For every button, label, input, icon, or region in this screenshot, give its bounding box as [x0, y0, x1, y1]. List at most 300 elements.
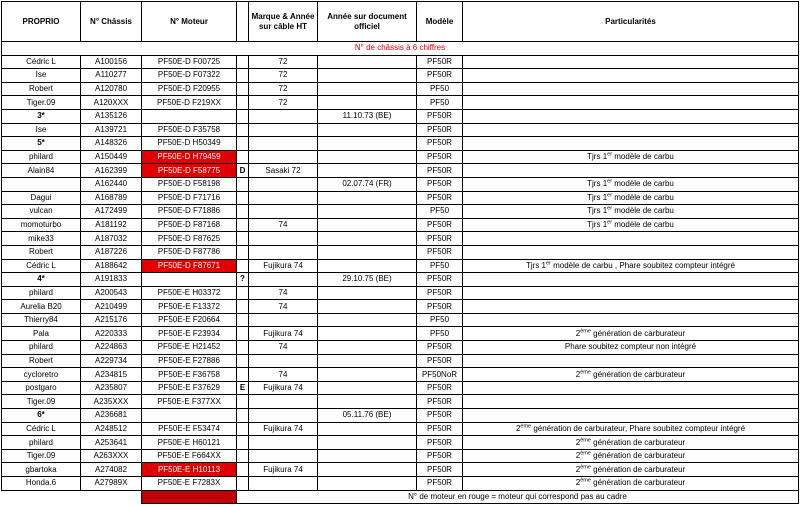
cell-group	[237, 286, 249, 300]
cell-annee	[318, 69, 417, 83]
cell-moteur: PF50E-E H03372	[142, 286, 237, 300]
cell-modele: PF50R	[417, 463, 463, 477]
table-row	[2, 395, 799, 409]
superscript: ème	[580, 464, 591, 471]
header-annee: Année sur document officiel	[318, 2, 417, 42]
cell-particularites	[463, 395, 799, 409]
cell-marque	[249, 109, 318, 123]
cell-owner: 4*	[2, 273, 81, 287]
cell-chassis: A110277	[81, 69, 142, 83]
table-row	[2, 218, 799, 232]
cell-moteur: PF50E-E H10113	[142, 463, 237, 477]
cell-chassis: A168789	[81, 191, 142, 205]
superscript: er	[546, 260, 551, 267]
cell-owner: Robert	[2, 354, 81, 368]
cell-chassis: A120XXX	[81, 96, 142, 110]
cell-particularites: Tjrs 1er modèle de carbu	[463, 191, 799, 205]
superscript: ème	[580, 450, 591, 457]
cell-particularites	[463, 82, 799, 96]
cell-marque: 72	[249, 69, 318, 83]
cell-moteur	[142, 409, 237, 423]
cell-group	[237, 150, 249, 164]
cell-marque: 74	[249, 341, 318, 355]
cell-annee	[318, 341, 417, 355]
table-row	[2, 381, 799, 395]
cell-modele: PF50R	[417, 422, 463, 436]
cell-annee	[318, 477, 417, 491]
cell-modele: PF50	[417, 82, 463, 96]
cell-annee	[318, 191, 417, 205]
cell-modele: PF50R	[417, 164, 463, 178]
cell-chassis: A120780	[81, 82, 142, 96]
cell-moteur: PF50E-D F87625	[142, 232, 237, 246]
cell-annee: 29.10.75 (BE)	[318, 273, 417, 287]
cell-owner: postgaro	[2, 381, 81, 395]
header-proprio: PROPRIO	[2, 2, 81, 42]
cell-moteur: PF50E-D F58198	[142, 177, 237, 191]
cell-particularites	[463, 313, 799, 327]
table-row	[2, 477, 799, 491]
cell-owner: Ise	[2, 69, 81, 83]
cell-moteur: PF50E-D F87671	[142, 259, 237, 273]
cell-group	[237, 409, 249, 423]
cell-particularites	[463, 245, 799, 259]
cell-annee	[318, 395, 417, 409]
cell-modele: PF50R	[417, 409, 463, 423]
cell-modele: PF50	[417, 327, 463, 341]
cell-owner: Cédric L	[2, 422, 81, 436]
cell-moteur: PF50E-E F37629	[142, 381, 237, 395]
table-row	[2, 150, 799, 164]
cell-group	[237, 191, 249, 205]
cell-chassis: A100156	[81, 55, 142, 69]
cell-group	[237, 177, 249, 191]
cell-owner: philard	[2, 341, 81, 355]
cell-owner: philard	[2, 150, 81, 164]
cell-particularites: Tjrs 1er modèle de carbu	[463, 205, 799, 219]
header-modele: Modèle	[417, 2, 463, 42]
cell-particularites	[463, 109, 799, 123]
cell-moteur: PF50E-D F00725	[142, 55, 237, 69]
notice-top-row	[2, 42, 799, 56]
cell-annee	[318, 368, 417, 382]
cell-chassis: A148326	[81, 137, 142, 151]
superscript: er	[607, 151, 613, 158]
cell-group	[237, 327, 249, 341]
cell-annee	[318, 313, 417, 327]
cell-marque: Fujikura 74	[249, 259, 318, 273]
cell-chassis: A224863	[81, 341, 142, 355]
cell-group: E	[237, 381, 249, 395]
table-row	[2, 232, 799, 246]
table-row	[2, 313, 799, 327]
table-row	[2, 109, 799, 123]
cell-group	[237, 96, 249, 110]
cell-moteur	[142, 109, 237, 123]
cell-chassis: A188642	[81, 259, 142, 273]
cell-annee	[318, 286, 417, 300]
frame-table	[1, 1, 799, 504]
cell-particularites: Phare soubitez compteur non intégré	[463, 341, 799, 355]
superscript: ème	[520, 423, 532, 430]
cell-particularites: 2ème génération de carburateur	[463, 449, 799, 463]
cell-particularites: Tjrs 1er modèle de carbu	[463, 150, 799, 164]
cell-chassis: A235807	[81, 381, 142, 395]
cell-chassis: A187032	[81, 232, 142, 246]
cell-annee	[318, 259, 417, 273]
cell-marque: Fujikura 74	[249, 422, 318, 436]
cell-marque: 74	[249, 300, 318, 314]
cell-marque	[249, 313, 318, 327]
cell-chassis: A150449	[81, 150, 142, 164]
cell-chassis: A27989X	[81, 477, 142, 491]
cell-group	[237, 123, 249, 137]
superscript: ème	[580, 477, 591, 484]
cell-chassis: A274082	[81, 463, 142, 477]
cell-particularites	[463, 273, 799, 287]
cell-owner: Alain84	[2, 164, 81, 178]
table-row	[2, 354, 799, 368]
cell-chassis: A234815	[81, 368, 142, 382]
cell-particularites	[463, 354, 799, 368]
cell-particularites: Tjrs 1er modèle de carbu	[463, 177, 799, 191]
cell-group	[237, 341, 249, 355]
cell-moteur: PF50E-D F35758	[142, 123, 237, 137]
cell-owner: Tiger.09	[2, 395, 81, 409]
cell-owner: philard	[2, 286, 81, 300]
cell-moteur: PF50E-D F219XX	[142, 96, 237, 110]
cell-chassis: A200543	[81, 286, 142, 300]
cell-moteur: PF50E-E F20664	[142, 313, 237, 327]
cell-chassis: A253641	[81, 436, 142, 450]
cell-modele: PF50R	[417, 341, 463, 355]
cell-group	[237, 422, 249, 436]
cell-particularites	[463, 164, 799, 178]
cell-marque	[249, 232, 318, 246]
superscript: er	[607, 205, 613, 212]
cell-marque	[249, 123, 318, 137]
cell-annee	[318, 245, 417, 259]
cell-particularites	[463, 55, 799, 69]
cell-particularites	[463, 409, 799, 423]
cell-modele: PF50R	[417, 273, 463, 287]
cell-annee	[318, 449, 417, 463]
header-marque: Marque & Année sur câble HT	[249, 2, 318, 42]
cell-owner: 3*	[2, 109, 81, 123]
cell-marque: 72	[249, 96, 318, 110]
cell-chassis: A191833	[81, 273, 142, 287]
cell-marque: Fujikura 74	[249, 327, 318, 341]
cell-annee: 02.07.74 (FR)	[318, 177, 417, 191]
cell-marque: 72	[249, 55, 318, 69]
cell-marque	[249, 436, 318, 450]
header-moteur: N° Moteur	[142, 2, 237, 42]
cell-marque	[249, 449, 318, 463]
cell-owner: vulcan	[2, 205, 81, 219]
table-row	[2, 286, 799, 300]
cell-chassis: A236681	[81, 409, 142, 423]
cell-owner: Tiger.09	[2, 96, 81, 110]
cell-moteur: PF50E-E H60121	[142, 436, 237, 450]
cell-modele: PF50	[417, 96, 463, 110]
cell-chassis: A229734	[81, 354, 142, 368]
notice-bottom: N° de moteur en rouge = moteur qui correspond pas au cadre	[237, 490, 799, 504]
cell-annee: 11.10.73 (BE)	[318, 109, 417, 123]
cell-group	[237, 354, 249, 368]
cell-modele: PF50R	[417, 354, 463, 368]
cell-owner: Tiger.09	[2, 449, 81, 463]
cell-annee	[318, 381, 417, 395]
cell-group	[237, 395, 249, 409]
cell-modele: PF50	[417, 313, 463, 327]
cell-owner: Ise	[2, 123, 81, 137]
cell-modele: PF50	[417, 259, 463, 273]
superscript: er	[607, 178, 613, 185]
superscript: ème	[580, 368, 591, 375]
cell-owner: philard	[2, 436, 81, 450]
header-group	[237, 2, 249, 42]
cell-annee	[318, 164, 417, 178]
cell-group	[237, 137, 249, 151]
cell-marque	[249, 205, 318, 219]
cell-owner: Robert	[2, 245, 81, 259]
cell-moteur: PF50E-E F36758	[142, 368, 237, 382]
cell-group	[237, 313, 249, 327]
table-row	[2, 409, 799, 423]
cell-owner: momoturbo	[2, 218, 81, 232]
cell-group	[237, 109, 249, 123]
table-row	[2, 245, 799, 259]
cell-modele: PF50R	[417, 395, 463, 409]
cell-group	[237, 55, 249, 69]
cell-owner: Cédric L	[2, 55, 81, 69]
cell-group	[237, 69, 249, 83]
cell-modele: PF50R	[417, 477, 463, 491]
superscript: ème	[580, 328, 591, 335]
cell-moteur: PF50E-E F53474	[142, 422, 237, 436]
cell-chassis: A220333	[81, 327, 142, 341]
cell-marque: Sasaki 72	[249, 164, 318, 178]
cell-particularites	[463, 137, 799, 151]
cell-moteur: PF50E-D F20955	[142, 82, 237, 96]
cell-moteur: PF50E-E F23934	[142, 327, 237, 341]
cell-marque: 74	[249, 368, 318, 382]
cell-modele: PF50R	[417, 245, 463, 259]
cell-modele: PF50R	[417, 137, 463, 151]
cell-particularites: Tjrs 1er modèle de carbu , Phare soubitez compteur intégré	[463, 259, 799, 273]
cell-owner: Honda.6	[2, 477, 81, 491]
superscript: er	[607, 192, 613, 199]
cell-marque: 74	[249, 286, 318, 300]
cell-owner: 5*	[2, 137, 81, 151]
cell-owner: Thierry84	[2, 313, 81, 327]
table-row	[2, 341, 799, 355]
cell-annee	[318, 300, 417, 314]
cell-modele: PF50	[417, 205, 463, 219]
cell-annee	[318, 137, 417, 151]
cell-owner: Aurelia B20	[2, 300, 81, 314]
cell-particularites	[463, 232, 799, 246]
cell-particularites: 2ème génération de carburateur, Phare soubitez compteur intégré	[463, 422, 799, 436]
cell-chassis: A263XXX	[81, 449, 142, 463]
cell-marque	[249, 409, 318, 423]
cell-group	[237, 218, 249, 232]
header-chassis: N° Châssis	[81, 2, 142, 42]
cell-particularites	[463, 96, 799, 110]
table-row	[2, 327, 799, 341]
cell-moteur: PF50E-E F377XX	[142, 395, 237, 409]
cell-chassis: A248512	[81, 422, 142, 436]
cell-moteur: PF50E-D F71716	[142, 191, 237, 205]
cell-marque	[249, 191, 318, 205]
cell-group	[237, 205, 249, 219]
table-row	[2, 463, 799, 477]
table-row	[2, 191, 799, 205]
cell-particularites: Tjrs 1er modèle de carbu	[463, 218, 799, 232]
cell-chassis: A181192	[81, 218, 142, 232]
cell-moteur: PF50E-E F27886	[142, 354, 237, 368]
cell-modele: PF50R	[417, 381, 463, 395]
table-row	[2, 436, 799, 450]
cell-annee	[318, 205, 417, 219]
cell-chassis: A172499	[81, 205, 142, 219]
cell-particularites	[463, 69, 799, 83]
cell-marque	[249, 137, 318, 151]
cell-owner: 6*	[2, 409, 81, 423]
cell-annee	[318, 82, 417, 96]
cell-modele: PF50R	[417, 232, 463, 246]
cell-modele: PF50R	[417, 150, 463, 164]
table-row	[2, 449, 799, 463]
cell-owner: Cédric L	[2, 259, 81, 273]
cell-particularites	[463, 123, 799, 137]
table-row	[2, 123, 799, 137]
cell-moteur	[142, 273, 237, 287]
cell-marque	[249, 177, 318, 191]
cell-group	[237, 463, 249, 477]
cell-modele: PF50NoR	[417, 368, 463, 382]
cell-annee	[318, 463, 417, 477]
cell-group	[237, 232, 249, 246]
cell-marque	[249, 245, 318, 259]
cell-chassis: A210499	[81, 300, 142, 314]
cell-marque	[249, 395, 318, 409]
cell-modele: PF50R	[417, 300, 463, 314]
table-row	[2, 422, 799, 436]
cell-group	[237, 300, 249, 314]
cell-particularites: 2ème génération de carburateur	[463, 436, 799, 450]
cell-chassis: A135126	[81, 109, 142, 123]
cell-annee	[318, 123, 417, 137]
cell-group	[237, 82, 249, 96]
cell-particularites	[463, 286, 799, 300]
cell-moteur: PF50E-E F7283X	[142, 477, 237, 491]
table-row	[2, 273, 799, 287]
cell-marque: 74	[249, 218, 318, 232]
cell-moteur: PF50E-E H21452	[142, 341, 237, 355]
cell-annee: 05.11.76 (BE)	[318, 409, 417, 423]
cell-group	[237, 259, 249, 273]
cell-modele: PF50R	[417, 177, 463, 191]
cell-moteur: PF50E-D F07322	[142, 69, 237, 83]
cell-moteur: PF50E-D F71886	[142, 205, 237, 219]
cell-owner: Robert	[2, 82, 81, 96]
cell-annee	[318, 55, 417, 69]
cell-annee	[318, 422, 417, 436]
table-row	[2, 96, 799, 110]
cell-marque	[249, 150, 318, 164]
header-particularites: Particularités	[463, 2, 799, 42]
cell-marque: Fujikura 74	[249, 463, 318, 477]
table-row	[2, 137, 799, 151]
cell-group	[237, 449, 249, 463]
cell-group	[237, 436, 249, 450]
cell-annee	[318, 327, 417, 341]
cell-chassis: A139721	[81, 123, 142, 137]
table-row	[2, 368, 799, 382]
cell-moteur: PF50E-D F58775	[142, 164, 237, 178]
table-row	[2, 205, 799, 219]
cell-group: D	[237, 164, 249, 178]
cell-group	[237, 245, 249, 259]
cell-annee	[318, 436, 417, 450]
superscript: ème	[580, 436, 591, 443]
cell-owner	[2, 177, 81, 191]
superscript: er	[607, 219, 613, 226]
cell-annee	[318, 232, 417, 246]
cell-blank	[2, 490, 142, 504]
notice-top: N° de châssis à 6 chiffres	[2, 42, 799, 56]
cell-particularites: 2ème génération de carburateur	[463, 477, 799, 491]
table-row	[2, 300, 799, 314]
table-row	[2, 177, 799, 191]
cell-annee	[318, 150, 417, 164]
cell-modele: PF50R	[417, 191, 463, 205]
cell-owner: Dagui	[2, 191, 81, 205]
cell-group	[237, 477, 249, 491]
cell-particularites	[463, 381, 799, 395]
cell-moteur: PF50E-E F13372	[142, 300, 237, 314]
cell-marque	[249, 354, 318, 368]
cell-particularites: 2ème génération de carburateur	[463, 463, 799, 477]
cell-modele: PF50R	[417, 69, 463, 83]
cell-modele: PF50R	[417, 55, 463, 69]
cell-owner: cycloretro	[2, 368, 81, 382]
cell-group	[237, 368, 249, 382]
cell-moteur: PF50E-D F87786	[142, 245, 237, 259]
table-row	[2, 82, 799, 96]
cell-moteur: PF50E-D H50349	[142, 137, 237, 151]
cell-annee	[318, 218, 417, 232]
table-row	[2, 55, 799, 69]
legend-red-swatch	[142, 490, 237, 504]
table-body	[2, 42, 799, 504]
cell-marque: 72	[249, 82, 318, 96]
cell-particularites: 2ème génération de carburateur	[463, 327, 799, 341]
table-row	[2, 164, 799, 178]
notice-bottom-row	[2, 490, 799, 504]
cell-chassis: A235XXX	[81, 395, 142, 409]
table-row	[2, 69, 799, 83]
cell-annee	[318, 96, 417, 110]
cell-owner: Pala	[2, 327, 81, 341]
cell-chassis: A215176	[81, 313, 142, 327]
cell-particularites	[463, 300, 799, 314]
cell-modele: PF50R	[417, 218, 463, 232]
cell-moteur: PF50E-D H79459	[142, 150, 237, 164]
header-row	[2, 2, 799, 42]
cell-chassis: A187226	[81, 245, 142, 259]
